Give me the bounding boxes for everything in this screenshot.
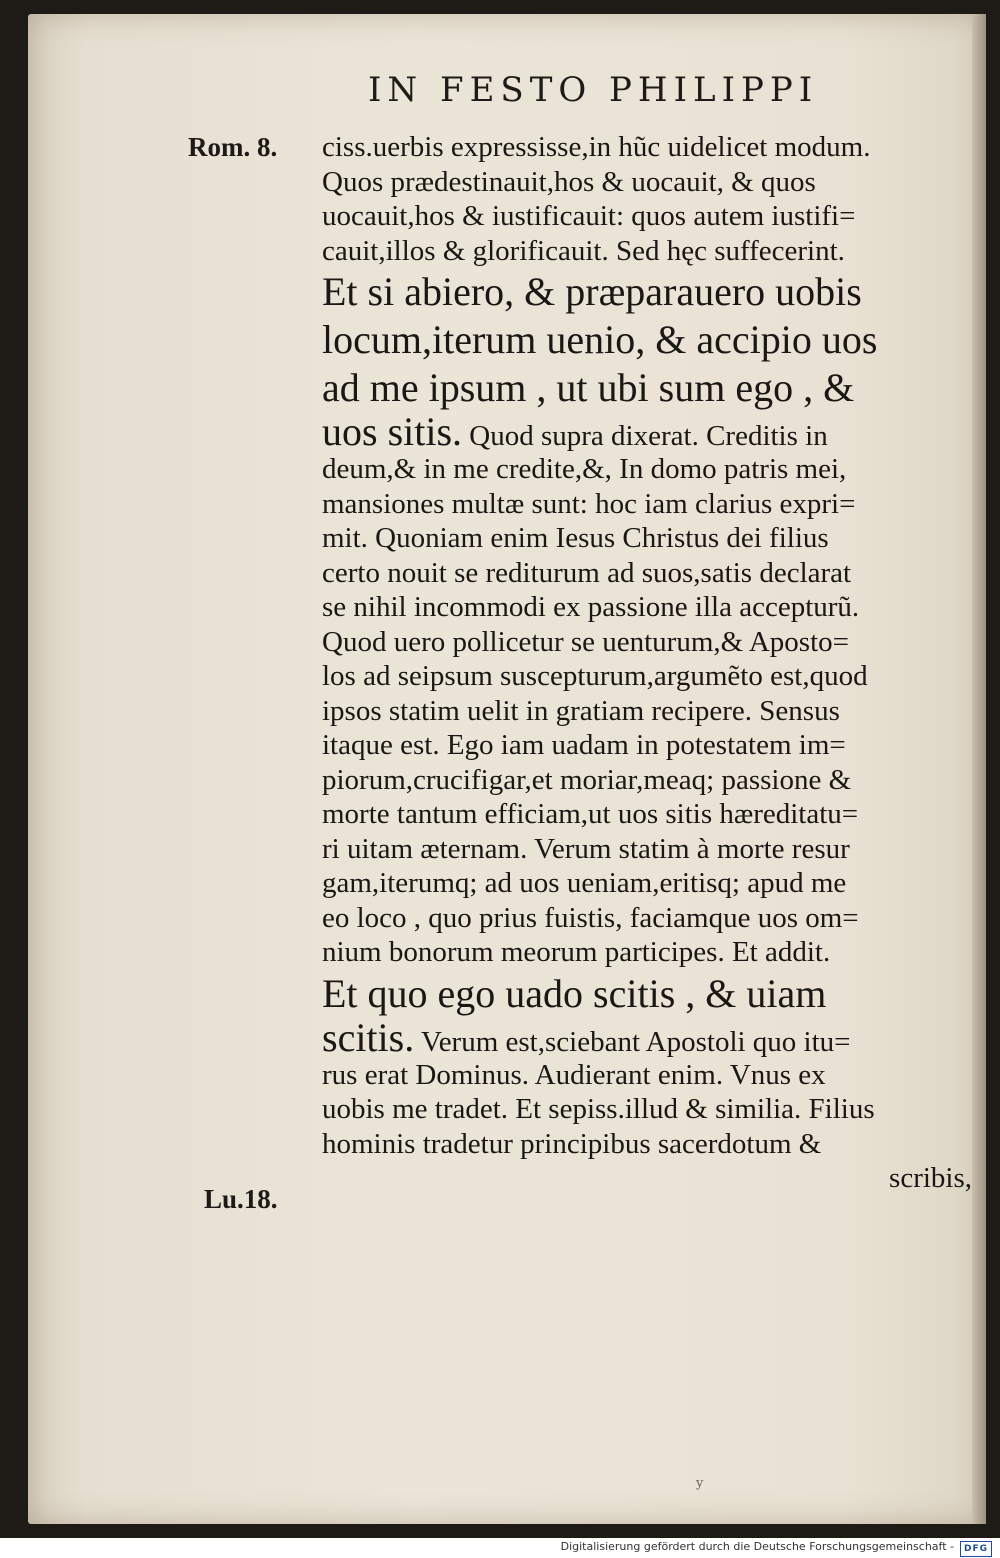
signature-mark: y: [696, 1476, 704, 1491]
text-line-emphasis: uos sitis.: [322, 409, 463, 454]
text-line: [322, 409, 972, 454]
text-line: ciss.uerbis expressisse,in hũc uidelicet modum.: [322, 131, 871, 163]
text-line: scribis,: [889, 1162, 972, 1194]
text-line: mansiones multæ sunt: hoc iam clarius expri=: [322, 487, 856, 520]
text-line: ri uitam æternam. Verum statim à morte resur: [322, 832, 850, 865]
text-line: deum,& in me credite,&, In domo patris mei,: [322, 453, 847, 485]
text-line: se nihil incommodi ex passione illa accepturũ.: [322, 591, 860, 623]
text-line: morte tantum efficiam,ut uos sitis hæreditatu=: [322, 798, 859, 830]
margin-note-rom: Rom. 8.: [188, 132, 278, 162]
page-edge: [972, 14, 986, 1524]
text-line: ad me ipsum , ut ubi sum ego , &: [322, 365, 855, 410]
text-line: Quos prædestinauit,hos & uocauit, & quos: [322, 165, 816, 198]
text-line: Et quo ego uado scitis , & uiam: [322, 970, 827, 1016]
book-page: [28, 14, 986, 1524]
text-line: Quod uero pollicetur se uenturum,& Aposto=: [322, 625, 849, 658]
text-line: locum,iterum uenio, & accipio uos: [322, 317, 878, 362]
text-line: mit. Quoniam enim Iesus Christus dei filius: [322, 522, 829, 554]
text-line: ipsos statim uelit in gratiam recipere. Sensus: [322, 694, 840, 727]
text-line-rest: Quod supra dixerat. Creditis in: [462, 420, 828, 452]
text-line-emphasis: scitis.: [322, 1014, 415, 1060]
text-line: gam,iterumq; ad uos ueniam,eritisq; apud me: [322, 867, 847, 899]
text-line: rus erat Dominus. Audierant enim. Vnus ex: [322, 1058, 826, 1091]
running-head: IN FESTO PHILIPPI: [368, 70, 819, 110]
text-line: los ad seipsum suscepturum,argumẽto est,quod: [322, 660, 868, 692]
text-line: uobis me tradet. Et sepiss.illud & similia. Filius: [322, 1093, 875, 1125]
text-line: Et si abiero, & præparauero uobis: [322, 269, 862, 314]
footer-bar: [0, 1538, 1000, 1558]
text-line-rest: Verum est,sciebant Apostoli quo itu=: [414, 1025, 851, 1058]
body-text: [322, 130, 972, 1196]
margin-note-luke: Lu.18.: [204, 1184, 278, 1214]
text-line: eo loco , quo prius fuistis, faciamque uos om=: [322, 901, 859, 934]
text-line: itaque est. Ego iam uadam in potestatem im=: [322, 729, 846, 761]
text-line: hominis tradetur principibus sacerdotum &: [322, 1127, 822, 1160]
dfg-logo: DFG: [960, 1541, 992, 1557]
text-line: nium bonorum meorum participes. Et addit.: [322, 936, 831, 968]
footer-credit: Digitalisierung gefördert durch die Deutsche Forschungsgemeinschaft -: [560, 1540, 954, 1553]
text-line: cauit,illos & glorificauit. Sed hęc suffecerint.: [322, 234, 845, 267]
text-line: [322, 1014, 972, 1060]
text-line: certo nouit se rediturum ad suos,satis declarat: [322, 556, 852, 589]
text-line: piorum,crucifigar,et moriar,meaq; passione &: [322, 763, 852, 796]
text-line: uocauit,hos & iustificauit: quos autem iustifi=: [322, 200, 856, 232]
